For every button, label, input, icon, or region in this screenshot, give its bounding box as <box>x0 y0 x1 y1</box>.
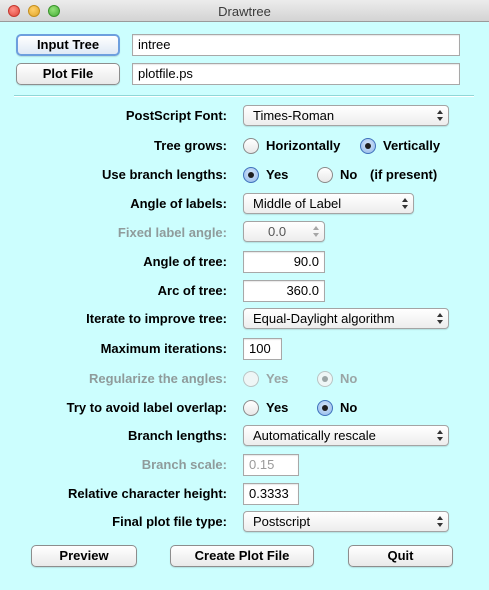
chevron-updown-icon <box>437 430 443 441</box>
branch-scale-label: Branch scale: <box>141 457 227 472</box>
label-angle-value: Middle of Label <box>253 196 342 211</box>
window-title: Drawtree <box>218 4 271 19</box>
use-branch-lengths-label: Use branch lengths: <box>102 167 227 182</box>
chevron-updown-icon <box>402 198 408 209</box>
fixed-label-angle-label: Fixed label angle: <box>117 225 227 240</box>
iterate-label: Iterate to improve tree: <box>86 311 227 326</box>
stepper-arrows-icon <box>313 226 319 237</box>
radio-off-icon <box>317 167 333 183</box>
chevron-updown-icon <box>437 313 443 324</box>
title-bar <box>0 0 489 22</box>
plot-file-field[interactable]: plotfile.ps <box>132 63 460 85</box>
label-angle-label: Angle of labels: <box>130 196 227 211</box>
char-height-label: Relative character height: <box>68 486 227 501</box>
branch-lengths-value: Automatically rescale <box>253 428 376 443</box>
radio-label: Horizontally <box>266 138 341 153</box>
radio-label: No <box>340 371 358 386</box>
radio-on-icon <box>317 371 333 387</box>
input-tree-button[interactable]: Input Tree <box>16 34 120 56</box>
radio-label: Yes <box>266 400 289 415</box>
regularize-label: Regularize the angles: <box>89 371 227 386</box>
font-label: PostScript Font: <box>125 108 227 123</box>
preview-button[interactable]: Preview <box>31 545 137 567</box>
radio-on-icon <box>317 400 333 416</box>
radio-label: Vertically <box>383 138 441 153</box>
max-iterations-label: Maximum iterations: <box>100 341 227 356</box>
fixed-label-angle-stepper <box>243 221 325 242</box>
radio-label: Yes <box>266 371 289 386</box>
quit-button[interactable]: Quit <box>348 545 453 567</box>
chevron-updown-icon <box>437 516 443 527</box>
radio-on-icon <box>360 138 376 154</box>
branch-lengths-select[interactable] <box>243 425 449 446</box>
plot-file-button[interactable]: Plot File <box>16 63 120 85</box>
font-value: Times-Roman <box>253 108 335 123</box>
iterate-value: Equal-Daylight algorithm <box>253 311 395 326</box>
create-plot-file-button[interactable]: Create Plot File <box>170 545 314 567</box>
radio-off-icon <box>243 400 259 416</box>
plot-type-select[interactable] <box>243 511 449 532</box>
avoid-overlap-label: Try to avoid label overlap: <box>66 400 227 415</box>
plot-type-label: Final plot file type: <box>112 514 227 529</box>
chevron-updown-icon <box>437 110 443 121</box>
fixed-label-angle-value: 0.0 <box>268 224 287 239</box>
input-tree-field[interactable]: intree <box>132 34 460 56</box>
tree-angle-field[interactable]: 90.0 <box>243 251 325 273</box>
radio-label: Yes <box>266 167 289 182</box>
plot-type-value: Postscript <box>253 514 311 529</box>
tree-grows-label: Tree grows: <box>154 138 227 153</box>
font-select[interactable] <box>243 105 449 126</box>
tree-arc-label: Arc of tree: <box>157 283 227 298</box>
if-present-note: (if present) <box>370 167 438 182</box>
tree-arc-field[interactable]: 360.0 <box>243 280 325 302</box>
char-height-field[interactable]: 0.3333 <box>243 483 299 505</box>
radio-off-icon <box>243 138 259 154</box>
max-iterations-field[interactable]: 100 <box>243 338 282 360</box>
radio-off-icon <box>243 371 259 387</box>
tree-angle-label: Angle of tree: <box>143 254 227 269</box>
radio-label: No <box>340 400 358 415</box>
branch-scale-field: 0.15 <box>243 454 299 476</box>
branch-lengths-label: Branch lengths: <box>128 428 227 443</box>
label-angle-select[interactable] <box>243 193 414 214</box>
radio-label: No <box>340 167 358 182</box>
separator <box>14 95 474 97</box>
radio-on-icon <box>243 167 259 183</box>
iterate-select[interactable] <box>243 308 449 329</box>
